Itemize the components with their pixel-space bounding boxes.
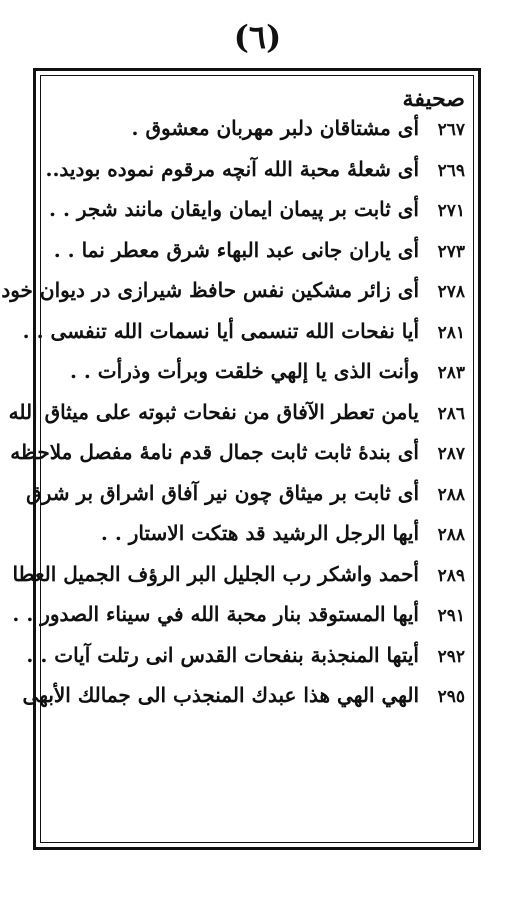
toc-page-number: ٢٩٥ xyxy=(437,687,465,707)
toc-entry xyxy=(22,318,465,360)
toc-entry xyxy=(45,197,465,238)
toc-title: أيها الرجل الرشيد قد هتكت الاستار . . xyxy=(100,521,419,545)
toc-entry xyxy=(45,521,465,562)
toc-page-number: ٢٦٧ xyxy=(437,120,465,140)
toc-page-number: ٢٦٩ xyxy=(437,160,465,181)
toc-entry xyxy=(45,116,465,157)
toc-page-number: ٢٨٧ xyxy=(437,444,465,464)
toc-page-number: ٢٨٨ xyxy=(437,484,465,505)
toc-entry xyxy=(10,440,465,481)
toc-page-number: ٢٨١ xyxy=(437,322,465,343)
toc-title: أی بندهٔ ثابت ثابت جمال قدم نامهٔ مفصل ملاحظه xyxy=(10,440,419,464)
toc-title: يامن تعطر الآفاق من نفحات ثبوته على ميثاق الله xyxy=(8,399,419,424)
toc-title: أی زائر مشکين نفس حافظ شيرازی در ديوان خود xyxy=(1,278,419,302)
toc-entry xyxy=(22,683,465,724)
toc-page-number: ٢٨٦ xyxy=(437,403,465,424)
toc-title: أيا نفحات الله تنسمی أيا نسمات الله تنفسی . . xyxy=(22,318,419,343)
table-of-contents xyxy=(1,75,474,843)
toc-entry xyxy=(12,602,465,643)
toc-title: الهي الهي هذا عبدك المنجذب الى جمالك الأبهى xyxy=(22,683,419,707)
toc-title: أی ثابت بر پیمان ايمان وايقان مانند شجر . . xyxy=(49,197,419,221)
toc-title: أی شعلهٔ محبة الله آنچه مرقوم نموده بوديد.. xyxy=(45,156,419,181)
toc-entry xyxy=(45,157,465,198)
toc-page-number: ٢٨٣ xyxy=(437,363,465,383)
toc-entry xyxy=(45,238,465,279)
toc-page-number: ٢٧٣ xyxy=(437,241,465,262)
toc-title: أی ياران جانی عبد البهاء شرق معطر نما . . xyxy=(53,237,419,262)
toc-title: أی ثابت بر ميثاق چون نير آفاق اشراق بر شرق xyxy=(26,480,419,505)
toc-title: أحمد واشكر رب الجليل البر الرؤف الجميل العطا xyxy=(12,561,419,586)
toc-title: وأنت الذی يا إلهي خلقت وبرأت وذرأت . . xyxy=(69,359,419,383)
toc-page-number: ٢٧٨ xyxy=(437,282,465,302)
toc-entry xyxy=(1,278,465,319)
page-number: (٦) xyxy=(233,18,282,56)
toc-page-number: ٢٨٩ xyxy=(437,565,465,586)
toc-page-number: ٢٩١ xyxy=(437,606,465,626)
toc-entry xyxy=(8,399,465,441)
toc-page-number: ٢٩٢ xyxy=(437,646,465,667)
toc-entry xyxy=(26,480,465,522)
column-heading: صحيفة xyxy=(402,86,465,112)
toc-list xyxy=(1,116,465,724)
toc-entry xyxy=(45,359,465,400)
toc-title: أيها المستوقد بنار محبة الله في سيناء الصدور . . xyxy=(12,602,419,626)
toc-page-number: ٢٧١ xyxy=(437,201,465,221)
toc-title: أيتها المنجذبة بنفحات القدس انی رتلت آيات . . xyxy=(26,642,419,667)
toc-title: أی مشتاقان دلبر مهربان معشوق . xyxy=(131,116,419,140)
toc-page-number: ٢٨٨ xyxy=(437,525,465,545)
toc-entry xyxy=(26,642,465,684)
toc-entry xyxy=(12,561,465,603)
